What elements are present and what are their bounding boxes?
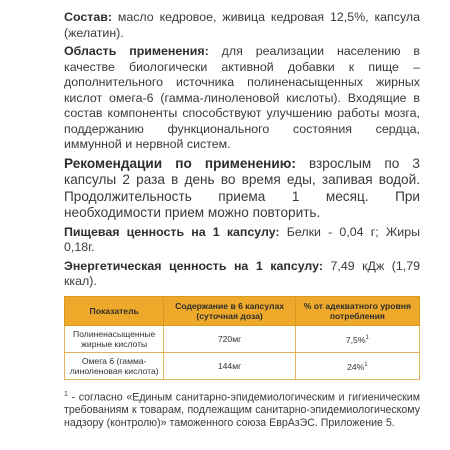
energy-text: 7,49 кДж (1,79 ккал). (64, 258, 420, 288)
nutrition-table (64, 296, 420, 380)
nutrition-paragraph (64, 225, 420, 256)
composition-label: Состав: (64, 10, 112, 24)
row-amount: 144мг (164, 352, 295, 379)
composition-paragraph (64, 10, 420, 41)
application-label: Область применения: (64, 44, 209, 58)
row-name: Полиненасыщенные жирные кислоты (65, 325, 164, 352)
row-percent: 7,5% (345, 334, 366, 345)
recommendations-text: взрослым по 3 капсулы 2 раза в день во время еды, запивая водой. Продолжительность приема 1 месяц. При необходимости прием можно повторить. (64, 155, 420, 220)
row-percent-cell (295, 325, 419, 352)
row-footnote-mark: 1 (364, 361, 368, 368)
energy-label: Энергетическая ценность на 1 капсулу: (64, 258, 323, 273)
nutrition-label: Пищевая ценность на 1 капсулу: (64, 224, 280, 239)
table-row (65, 352, 420, 379)
table-row (65, 325, 420, 352)
row-name: Омега 6 (гамма-линоленовая кислота) (65, 352, 164, 379)
recommendations-label: Рекомендации по применению: (64, 155, 296, 171)
row-amount: 720мг (164, 325, 295, 352)
application-paragraph (64, 44, 420, 153)
composition-text: масло кедровое, живица кедровая 12,5%, капсула (желатин). (64, 10, 420, 40)
header-percent: % от адекватного уровня потребления (295, 296, 419, 325)
header-content: Содержание в 6 капсулах (суточная доза) (164, 296, 295, 325)
row-percent: 24% (347, 361, 365, 372)
footnote (64, 388, 420, 431)
footnote-mark: 1 (64, 390, 68, 398)
table-header-row (65, 296, 420, 325)
row-footnote-mark: 1 (365, 334, 369, 341)
energy-paragraph (64, 259, 420, 290)
row-percent-cell (295, 352, 419, 379)
footnote-text: - согласно «Единым санитарно-эпидемиологическим и гигиеническим требованиям к товарам, подлежащим санитарно-эпидемиологическому надзору (контролю)» таможенного союза ЕврАзЭС. Приложение 5. (64, 391, 420, 430)
nutrition-text: Белки - 0,04 г; Жиры 0,18г. (64, 224, 420, 254)
application-text: для реализации населению в качестве биологически активной добавки к пище – дополнительного источника полиненасыщенных жирных кислот омега-6 (гамма-линоленовой кислоты). Входящие в состав компоненты способствуют улучшению работы мозга, поддержанию функционального состояния сердца, иммунной и нервной систем. (64, 44, 421, 151)
recommendations-paragraph (64, 156, 420, 222)
header-indicator: Показатель (65, 296, 164, 325)
